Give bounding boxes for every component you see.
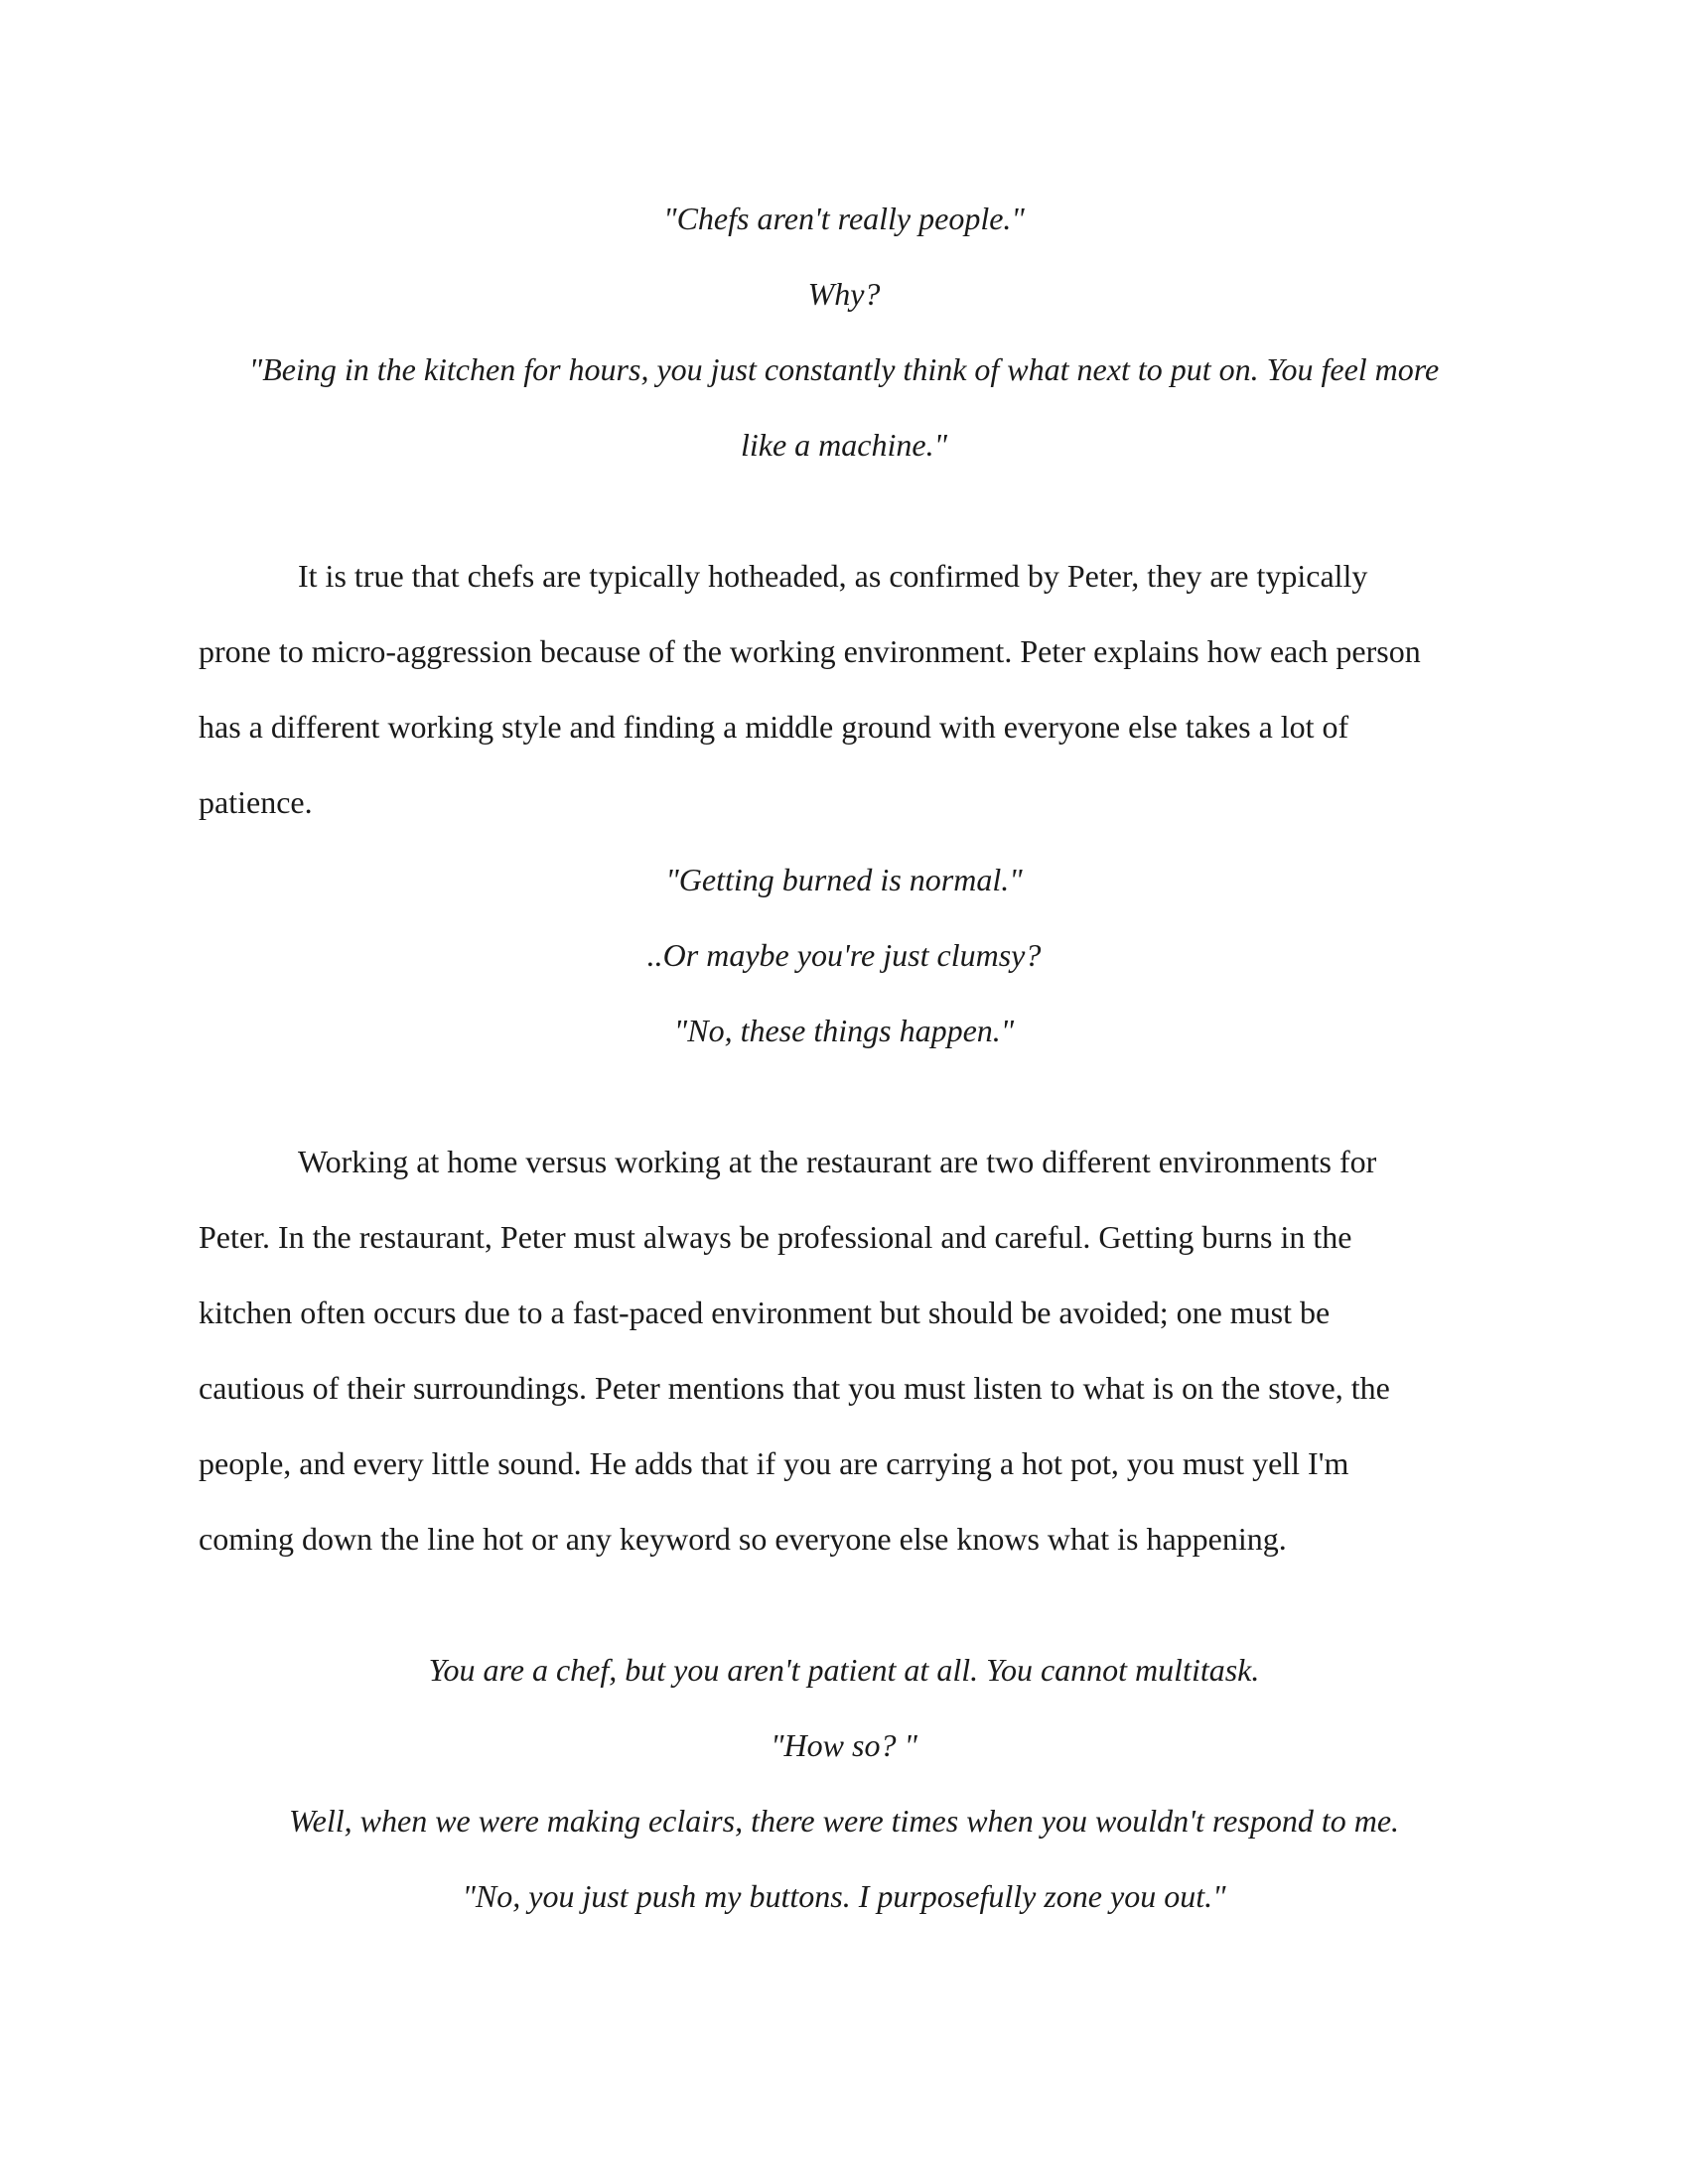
paragraph-line: coming down the line hot or any keyword so everyone else knows what is happening. — [199, 1521, 1287, 1557]
dialogue-line: Well, when we were making eclairs, there were times when you wouldn't respond to me. — [288, 1803, 1400, 1839]
paragraph-line: Working at home versus working at the restaurant are two different environments for — [298, 1144, 1377, 1179]
paragraph-line: patience. — [199, 784, 313, 820]
dialogue-line: like a machine." — [740, 427, 948, 463]
dialogue-line: "No, you just push my buttons. I purposefully zone you out." — [462, 1878, 1226, 1914]
dialogue-line: "Chefs aren't really people." — [663, 201, 1025, 236]
dialogue-line: "How so? " — [771, 1727, 917, 1763]
dialogue-line: "Being in the kitchen for hours, you just constantly think of what next to put on. You feel more — [248, 351, 1440, 387]
dialogue-line: ..Or maybe you're just clumsy? — [646, 937, 1042, 973]
dialogue-line: "Getting burned is normal." — [665, 862, 1023, 897]
paragraph-line: people, and every little sound. He adds that if you are carrying a hot pot, you must yell I'm — [199, 1445, 1349, 1481]
dialogue-line: "No, these things happen." — [673, 1013, 1015, 1048]
dialogue-line: You are a chef, but you aren't patient at all. You cannot multitask. — [428, 1652, 1260, 1688]
paragraph-line: It is true that chefs are typically hotheaded, as confirmed by Peter, they are typically — [298, 558, 1368, 594]
paragraph-line: has a different working style and finding a middle ground with everyone else takes a lot of — [199, 709, 1349, 745]
paragraph-line: kitchen often occurs due to a fast-paced environment but should be avoided; one must be — [199, 1295, 1331, 1330]
dialogue-line: Why? — [807, 276, 881, 312]
paragraph-line: cautious of their surroundings. Peter mentions that you must listen to what is on the stove, the — [199, 1370, 1390, 1406]
paragraph-line: Peter. In the restaurant, Peter must always be professional and careful. Getting burns in the — [199, 1219, 1352, 1255]
paragraph-line: prone to micro-aggression because of the working environment. Peter explains how each person — [199, 633, 1421, 669]
